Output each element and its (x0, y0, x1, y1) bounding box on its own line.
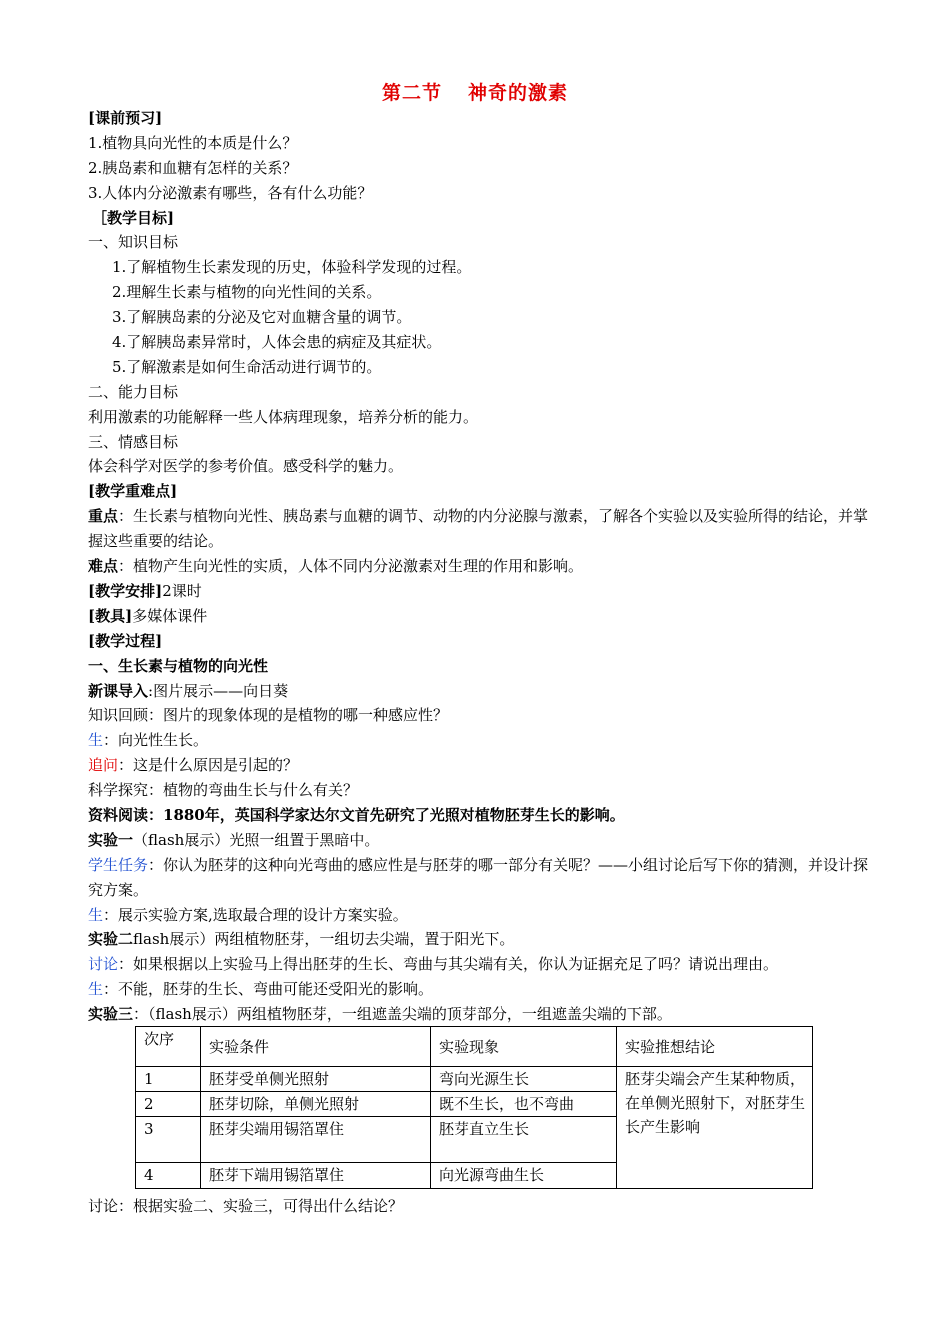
student-label: 生 (88, 980, 104, 999)
phenomenon-cell: 向光源弯曲生长 (431, 1163, 617, 1189)
document-body (88, 106, 878, 1027)
knowledge-item: 2.理解生长素与植物的向光性间的关系。 (112, 283, 382, 302)
experiment-two (88, 927, 878, 952)
condition-cell: 胚芽受单侧光照射 (201, 1067, 431, 1092)
intro (88, 679, 878, 704)
condition-cell: 胚芽尖端用锡箔罩住 (201, 1117, 431, 1163)
followup-label: 追问 (88, 756, 119, 775)
student-answer (88, 903, 878, 928)
preview-item: 1.植物具向光性的本质是什么？ (88, 133, 298, 152)
experiment-three (88, 1002, 878, 1027)
page-title (0, 78, 950, 105)
student-label: 生 (88, 731, 104, 750)
table-header: 实验推想结论 (617, 1027, 813, 1067)
discuss-text: ：如果根据以上实验马上得出胚芽的生长、弯曲与其尖端有关，你认为证据充足了吗？请说出理由。 (118, 955, 779, 974)
table-header: 实验条件 (201, 1027, 431, 1067)
conclusion-cell: 胚芽尖端会产生某种物质，在单侧光照射下，对胚芽生长产生影响 (617, 1067, 813, 1189)
preview-item: 3.人体内分泌激素有哪些，各有什么功能？ (88, 183, 373, 202)
ability-heading: 二、能力目标 (88, 382, 179, 401)
key-point (88, 504, 878, 554)
keypoints-heading: [教学重难点] (88, 482, 178, 501)
emotion-heading: 三、情感目标 (88, 432, 179, 451)
difficult-point-label: 难点 (88, 557, 119, 576)
student-text: ：展示实验方案,选取最合理的设计方案实验。 (103, 905, 408, 924)
title-topic: 神奇的激素 (468, 82, 569, 104)
ability-text: 利用激素的功能解释一些人体病理现象，培养分析的能力。 (88, 407, 479, 426)
inquiry: 科学探究：植物的弯曲生长与什么有关？ (88, 781, 359, 800)
knowledge-item: 5.了解激素是如何生命活动进行调节的。 (112, 357, 382, 376)
task-label: 学生任务 (88, 855, 149, 874)
discuss-label: 讨论 (88, 955, 119, 974)
order-cell: 2 (136, 1092, 201, 1117)
knowledge-item: 4.了解胰岛素异常时，人体会患的病症及其症状。 (112, 333, 442, 352)
phenomenon-cell: 胚芽直立生长 (431, 1117, 617, 1163)
table-header: 实验现象 (431, 1027, 617, 1067)
condition-cell: 胚芽下端用锡箔罩住 (201, 1163, 431, 1189)
order-cell: 4 (136, 1163, 201, 1189)
key-point-text: ：生长素与植物向光性、胰岛素与血糖的调节、动物的内分泌腺与激素，了解各个实验以及实验所得的结论，并掌握这些重要的结论。 (88, 507, 869, 551)
arrangement (88, 579, 878, 604)
preview-heading: [课前预习] (88, 109, 163, 127)
process-heading: [教学过程] (88, 631, 163, 650)
emotion-text: 体会科学对医学的参考价值。感受科学的魅力。 (88, 457, 404, 476)
difficult-point-text: ：植物产生向光性的实质，人体不同内分泌激素对生理的作用和影响。 (118, 557, 584, 576)
title-section: 第二节 (381, 82, 442, 104)
key-point-label: 重点 (88, 507, 119, 526)
knowledge-item: 3.了解胰岛素的分泌及它对血糖含量的调节。 (112, 308, 412, 327)
difficult-point (88, 554, 878, 579)
student-answer (88, 728, 878, 753)
order-cell: 1 (136, 1067, 201, 1092)
phenomenon-cell: 弯向光源生长 (431, 1067, 617, 1092)
preview-item: 2.胰岛素和血糖有怎样的关系？ (88, 158, 298, 177)
student-task (88, 853, 878, 903)
intro-label: 新课导入 (88, 681, 149, 700)
exp3-text: ：（flash展示）两组植物胚芽，一组遮盖尖端的顶芽部分，一组遮盖尖端的下部。 (133, 1005, 672, 1024)
exp1-text: （flash展示）光照一组置于黑暗中。 (133, 830, 380, 849)
knowledge-heading: 一、知识目标 (88, 233, 179, 252)
exp2-label: 实验二 (88, 930, 134, 949)
arrangement-heading: [教学安排] (88, 581, 163, 600)
tools (88, 604, 878, 629)
exp3-label: 实验三 (88, 1005, 134, 1024)
student-text: ：不能，胚芽的生长、弯曲可能还受阳光的影响。 (103, 980, 434, 999)
condition-cell: 胚芽切除，单侧光照射 (201, 1092, 431, 1117)
discussion (88, 952, 878, 977)
section-heading: 一、生长素与植物的向光性 (88, 656, 269, 675)
exp2-text: flash展示）两组植物胚芽，一组切去尖端，置于阳光下。 (133, 930, 515, 949)
task-text: ：你认为胚芽的这种向光弯曲的感应性是与胚芽的哪一部分有关呢？——小组讨论后写下你的猜测，并设计探究方案。 (88, 855, 869, 899)
tools-heading: [教具] (88, 606, 133, 625)
table-header: 次序 (136, 1027, 201, 1067)
experiment-table (135, 1026, 813, 1189)
student-label: 生 (88, 905, 104, 924)
order-cell: 3 (136, 1117, 201, 1163)
student-answer (88, 977, 878, 1002)
arrangement-text: 2课时 (162, 581, 202, 600)
followup (88, 753, 878, 778)
knowledge-item: 1.了解植物生长素发现的历史，体验科学发现的过程。 (112, 258, 472, 277)
exp1-label: 实验一 (88, 830, 134, 849)
student-text: ：向光性生长。 (103, 731, 209, 750)
table-row (136, 1067, 813, 1092)
reading: 资料阅读：1880年，英国科学家达尔文首先研究了光照对植物胚芽生长的影响。 (88, 805, 625, 824)
experiment-one (88, 828, 878, 853)
followup-text: ：这是什么原因是引起的？ (118, 756, 299, 775)
final-discussion: 讨论：根据实验二、实验三，可得出什么结论？ (88, 1197, 404, 1215)
tools-text: 多媒体课件 (132, 606, 208, 625)
review: 知识回顾：图片的现象体现的是植物的哪一种感应性？ (88, 706, 449, 725)
goals-heading: ［教学目标] (92, 208, 175, 227)
intro-text: :图片展示——向日葵 (148, 681, 289, 700)
phenomenon-cell: 既不生长，也不弯曲 (431, 1092, 617, 1117)
table-header-row (136, 1027, 813, 1067)
